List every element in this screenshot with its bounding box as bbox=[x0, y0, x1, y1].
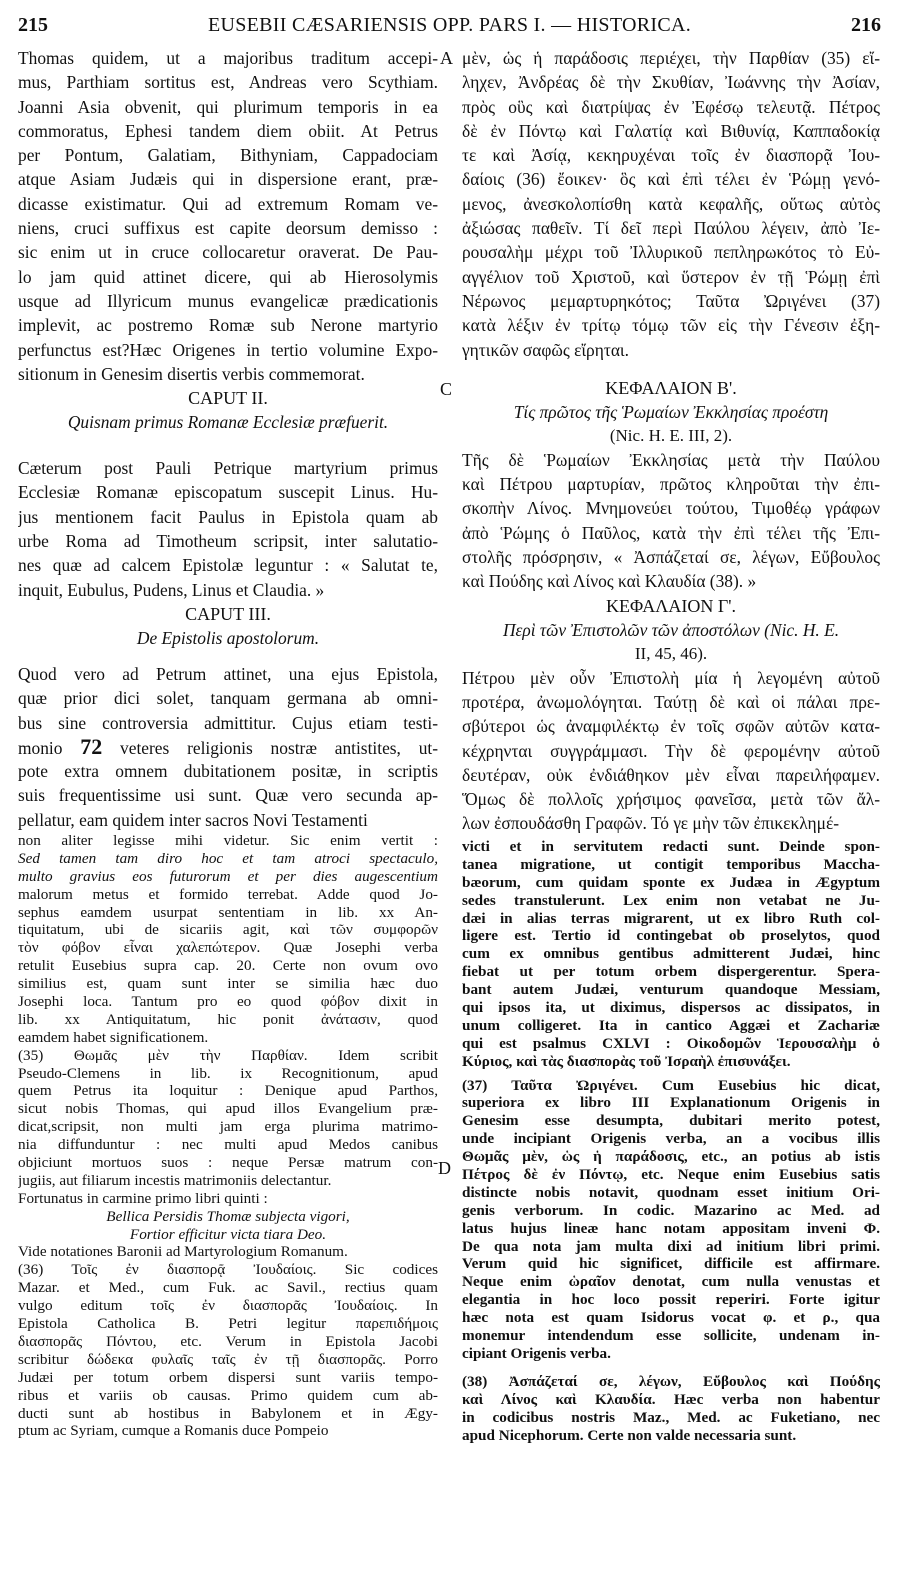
text-line: dæi in alias terras migrarent, ut ex libro Ruth col- bbox=[462, 909, 880, 927]
text-line: cipiant Origenis verba. bbox=[462, 1344, 611, 1362]
text-line: Νέρωνος μεμαρτυρηκότος; Ταῦτα Ὠριγένει (37) bbox=[462, 290, 880, 311]
page-number-right: 216 bbox=[851, 14, 881, 36]
text-line: eamdem habet significationem. bbox=[18, 1028, 209, 1046]
text-line: mus, Parthiam sortitus est, Andreas vero Scythiam. bbox=[18, 72, 438, 93]
margin-marker-a: A bbox=[440, 48, 453, 68]
kefalaion-b-subtitle: Τίς πρῶτος τῆς Ῥωμαίων Ἐκκλησίας προέστη bbox=[513, 401, 829, 422]
caput-3-title: CAPUT III. bbox=[185, 603, 271, 624]
text-line: Πέτρος δὲ ἐν Πόντῳ, etc. Neque enim Eusebius satis bbox=[462, 1166, 880, 1184]
marginal-number: 72 bbox=[80, 734, 103, 759]
right-footnotes-b bbox=[462, 1077, 880, 1363]
text-line: αγγέλιον τοῦ Χριστοῦ, καὶ ὕστερον ἐν τῇ Ῥώμῃ ἐπὶ bbox=[462, 266, 880, 287]
text-line: Ὅμως δὲ πολλοῖς χρήσιμος φανεῖσα, μετὰ τῶν ἄλ- bbox=[462, 789, 880, 810]
text-line: Bellica Persidis Thomæ subjecta vigori, bbox=[106, 1207, 350, 1225]
text-line: latus hujus lineæ hanc notam appositam inveni Φ. bbox=[462, 1219, 880, 1237]
text-line: monio 72 veteres religionis nostræ antistites, ut- bbox=[18, 734, 438, 759]
text-line: qui ipsos ita, ut diximus, dispersos ac dissipatos, in bbox=[462, 999, 880, 1017]
kefalaion-b-title: ΚΕΦΑΛΑΙΟΝ Β'. bbox=[605, 377, 737, 398]
text-line: Verum quid hic significet, difficile est affirmare. bbox=[462, 1255, 880, 1273]
right-footnotes-a bbox=[462, 838, 880, 1071]
text-line: Judæi per totum orbem dispersi sunt variis tempo- bbox=[18, 1368, 438, 1386]
text-line: προτέρα, ἀνωμολόγηται. Ταύτῃ δὲ καὶ οἱ πάλαι πρε- bbox=[462, 691, 880, 712]
greek-text-block-a bbox=[462, 46, 880, 362]
left-footnotes bbox=[18, 832, 438, 1440]
text-line: lib. xx Antiquitatum, hic ponit ἀνάτασιν, quod bbox=[18, 1010, 438, 1028]
text-line: commoratus, Ephesi tandem diem obiit. At Petrus bbox=[18, 120, 438, 141]
text-line: σβύτεροι ὡς ἀναμφιλέκτῳ ἐν τοῖς σφῶν αὐτῶν κατα- bbox=[462, 716, 880, 737]
text-line: καὶ Λίνος καὶ Κλαυδία. Hæc verba non habentur bbox=[462, 1390, 880, 1408]
text-line: niens, cruci suffixus est capite deorsum demisso : bbox=[18, 218, 438, 239]
caput-3-subtitle: De Epistolis apostolorum. bbox=[136, 627, 320, 648]
text-line: bæorum, cum quidam sponte ex Judæa in Ægyptum bbox=[462, 873, 880, 891]
text-line: apud Nicephorum. Certe non valde necessaria sunt. bbox=[462, 1426, 797, 1444]
kefalaion-g-ref: II, 45, 46). bbox=[634, 643, 708, 663]
text-line: (35) Θωμᾶς μὲν τὴν Παρθίαν. Idem scribit bbox=[18, 1046, 438, 1064]
running-header bbox=[14, 14, 885, 40]
text-line: bus sine controversia admittitur. Cujus etiam testi- bbox=[18, 712, 438, 733]
text-line: δὲ ἐν Πόντῳ καὶ Γαλατίᾳ καὶ Βιθυνίᾳ, Καππαδοκίᾳ bbox=[462, 120, 880, 141]
caput-2-title: CAPUT II. bbox=[188, 388, 268, 409]
text-line: in codicibus nostris Maz., Med. ac Fuketiano, nec bbox=[462, 1408, 880, 1426]
margin-marker-d: D bbox=[438, 1158, 451, 1178]
text-line: Fortior efficitur victa tiara Deo. bbox=[129, 1225, 327, 1243]
text-line: πρὸς οὓς καὶ διατρίψας ἐν Ἐφέσῳ τελευτᾷ. Πέτρος bbox=[462, 96, 880, 117]
text-line: κέχρηνται συγγράμμασι. Τὴν δὲ φερομένην αὐτοῦ bbox=[462, 740, 880, 761]
text-line: Sed tamen tam diro hoc et tam atroci spectaculo, bbox=[18, 849, 438, 867]
text-line: τε καὶ Ἀσίᾳ, κεκηρυχέναι τοῖς ἐν διασπορᾷ Ἰου- bbox=[462, 145, 880, 166]
text-line: ἀξιώσας παθεῖν. Τί δεῖ περὶ Παύλου λέγειν, ἀπὸ Ἰε- bbox=[462, 218, 880, 239]
text-line: inquit, Eubulus, Pudens, Linus et Claudia. » bbox=[18, 579, 325, 600]
text-line: malorum metus et formido terrebat. Adde quod Jo- bbox=[18, 885, 438, 903]
text-line: quem Petrus ita loquitur : Denique apud Parthos, bbox=[18, 1082, 438, 1100]
text-line: implevit, ac postremo Romæ sub Nerone martyrio bbox=[18, 315, 438, 336]
text-line: Ecclesiæ Romanæ episcopatum suscepit Linus. Hu- bbox=[18, 482, 438, 503]
text-line: ρουσαλὴμ μέχρι τοῦ Ἰλλυρικοῦ πεπληρωκότος τὸ Εὐ- bbox=[462, 242, 880, 263]
page-number-left: 215 bbox=[18, 14, 48, 36]
text-line: κατὰ λέξιν ἐν τρίτῳ τόμῳ τῶν εἰς τὴν Γένεσιν ἐξη- bbox=[462, 315, 880, 336]
text-line: retulit Eusebius supra cap. 20. Certe non ovum ovo bbox=[18, 957, 438, 975]
text-line: ribus et variis ob causas. Primo quidem cum ab- bbox=[18, 1386, 438, 1404]
greek-text-block-b bbox=[462, 448, 880, 594]
text-line: sedes transtulerunt. Lex enim non vetabat ne Ju- bbox=[462, 891, 880, 909]
text-line: Quod vero ad Petrum attinet, una ejus Epistola, bbox=[18, 663, 438, 684]
text-line: jus mentionem facit Paulus in Epistola quam ab bbox=[18, 506, 438, 527]
text-line: (36) Τοῖς ἐν διασπορᾷ Ἰουδαίοις. Sic codices bbox=[18, 1261, 438, 1279]
text-line: Κύριος, καὶ τὰς διασπορὰς τοῦ Ἰσραὴλ ἐπισυνάξει. bbox=[462, 1052, 791, 1070]
text-line: tiquitatum, ubi de sicariis agit, καὶ τῶν συμφορῶν bbox=[18, 921, 438, 939]
text-line: Joanni Asia obvenit, qui plurimum temporis in ea bbox=[18, 96, 438, 117]
text-line: perfunctus est?Hæc Origenes in tertio volumine Expo- bbox=[18, 339, 438, 360]
text-line: superiora ex libro III Explanationum Origenis in bbox=[462, 1094, 880, 1112]
text-line: δαίοις (36) ἔοικεν· ὃς καὶ ἐπὶ τέλει ἐν Ῥώμῃ γενό- bbox=[462, 169, 880, 190]
text-line: usque ad Illyricum munus evangelicæ prædicationis bbox=[18, 290, 438, 311]
text-line: genis verborum. In codic. Mazarino ac Med. ad bbox=[462, 1201, 880, 1219]
text-line: σκοπὴν Λίνος. Μνημονεύει τούτου, Τιμοθέῳ γράφων bbox=[462, 498, 880, 519]
text-line: cum ex omnibus gentibus admitterent Judæi, hinc bbox=[462, 945, 880, 963]
text-line: bant autem Judæi, venturum quandoque Messiam, bbox=[462, 981, 880, 999]
text-line: urbe Roma ad Timotheum scripsit, inter salutatio- bbox=[18, 531, 438, 552]
text-line: non aliter legisse mihi videtur. Sic enim vertit : bbox=[18, 832, 438, 849]
text-line: jugiis, aut filiarum incestis matrimoniis delectantur. bbox=[18, 1171, 332, 1189]
text-line: monemur intendendum esse sollicite, undenam in- bbox=[462, 1327, 880, 1345]
left-column bbox=[18, 46, 438, 832]
text-line: sic enim ut in cruce collocaretur oraverat. De Pau- bbox=[18, 242, 438, 263]
text-line: dicasse existimatur. Qui ad extremum Romam ve- bbox=[18, 193, 438, 214]
text-line: pote extra omnem dubitationem positæ, in scriptis bbox=[18, 761, 438, 782]
text-line: δευτέραν, οὐκ ἐνδιάθηκον μὲν εἶναι παρειλήφαμεν. bbox=[462, 764, 880, 785]
text-line: unde incipiant Origenis verba, an a vocibus illis bbox=[462, 1130, 880, 1148]
kefalaion-g-subtitle: Περὶ τῶν Ἐπιστολῶν τῶν ἀποστόλων (Nic. H. E. bbox=[502, 619, 840, 640]
text-line: sitionum in Genesim disertis verbis commemorat. bbox=[18, 363, 365, 384]
text-line: λων ἐσπουδάσθη Γραφῶν. Τό γε μὴν τῶν ἐπικεκλημέ- bbox=[462, 813, 840, 834]
text-line: Pseudo-Clemens in lib. ix Recognitionum, apud bbox=[18, 1064, 438, 1082]
text-line: Genesim esse desumpta, dubitari merito potest, bbox=[462, 1112, 880, 1130]
text-line: sephus eamdem usurpat sententiam in lib. xx An- bbox=[18, 903, 438, 921]
latin-text-block-a bbox=[18, 46, 438, 386]
text-line: pellatur, eam quidem inter sacros Novi Testamenti bbox=[18, 809, 368, 830]
text-line: fiebat ut per totum orbem dispergerentur. Spera- bbox=[462, 963, 880, 981]
text-line: Epistola Catholica B. Petri legitur παρεπιδήμοις bbox=[18, 1315, 438, 1333]
text-line: καὶ Πέτρου μαρτυρίαν, πρῶτος κληροῦται τὴν ἐπι- bbox=[462, 474, 880, 495]
text-line: Τῆς δὲ Ῥωμαίων Ἐκκλησίας μετὰ τὴν Παύλου bbox=[462, 449, 880, 470]
text-line: nes quæ ad calcem Epistolæ leguntur : « Salutat te, bbox=[18, 555, 438, 576]
text-line: Θωμᾶς μὲν, ὡς ἡ παράδοσις, etc., an potius ab istis bbox=[462, 1148, 880, 1166]
text-line: Thomas quidem, ut a majoribus traditum accepi- bbox=[18, 48, 438, 68]
text-line: διασπορᾶς Πόντου, etc. Verum in Epistola Jacobi bbox=[18, 1332, 438, 1350]
text-line: quæ prior dici solet, tanquam germana ab omni- bbox=[18, 688, 438, 709]
right-column bbox=[462, 46, 880, 836]
text-line: dicat,scripsit, non multi jam erga plurima matrimo- bbox=[18, 1118, 438, 1136]
text-line: Cæterum post Pauli Petrique martyrium primus bbox=[18, 458, 438, 479]
right-notes bbox=[462, 838, 880, 1444]
latin-text-block-b bbox=[18, 456, 438, 602]
text-line: nia diffunduntur : nec multi apud Medos canibus bbox=[18, 1136, 438, 1154]
text-line: ducti sunt ab hostibus in Babylonem et in Ægy- bbox=[18, 1404, 438, 1422]
text-line: ligere est. Tertio id contingebat ob proselytos, quod bbox=[462, 927, 880, 945]
text-line: unum colligeret. Ita in cantico Aggæi et Zachariæ bbox=[462, 1016, 880, 1034]
text-line: Vide notationes Baronii ad Martyrologium Romanum. bbox=[18, 1243, 348, 1261]
text-line: μενος, ἀνεσκολοπίσθη κατὰ κεφαλῆς, οὕτως αὐτὸς bbox=[462, 193, 880, 214]
kefalaion-b-ref: (Nic. H. E. III, 2). bbox=[609, 425, 733, 445]
text-line: Πέτρου μὲν οὖν Ἐπιστολὴ μία ἡ λεγομένη αὐτοῦ bbox=[462, 667, 880, 688]
text-line: suis frequentissime usi sunt. Quæ vero secunda ap- bbox=[18, 785, 438, 806]
text-line: ptum ac Syriam, cumque a Romanis duce Pompeio bbox=[18, 1422, 329, 1440]
text-line: ἀπὸ Ῥώμης ὁ Παῦλος, κατὰ τὴν ἐπὶ τέλει τῆς Ἐπι- bbox=[462, 522, 880, 543]
text-line: distincte nobis notavit, quodnam esset initium Ori- bbox=[462, 1183, 880, 1201]
text-line: Fortunatus in carmine primo libri quinti : bbox=[18, 1189, 268, 1207]
text-line: hæc nota est quam Isidorus vocat φ. et ρ., qua bbox=[462, 1309, 880, 1327]
text-line: Neque enim ὡραῖον denotat, cum nulla venustas et bbox=[462, 1273, 880, 1291]
running-title: EUSEBII CÆSARIENSIS OPP. PARS I. — HISTORICA. bbox=[207, 14, 692, 36]
text-line: γητικῶν σαφῶς εἴρηται. bbox=[462, 339, 629, 360]
latin-text-block-c bbox=[18, 662, 438, 832]
text-line: στολῆς πρόσρησιν, « Ἀσπάζεταί σε, λέγων, Εὔβουλος bbox=[462, 547, 880, 568]
text-line: sicut nobis Thomas, qui apud illos Evangelium præ- bbox=[18, 1100, 438, 1118]
text-line: similius est, quam sunt inter se similia hæc duo bbox=[18, 975, 438, 993]
text-line: victi et in servitutem redacti sunt. Deinde spon- bbox=[462, 838, 880, 855]
text-line: objiciunt mortuos suos : neque Persæ matrum con- bbox=[18, 1154, 438, 1172]
text-line: vulgo editum τοῖς ἐν διασπορᾶς Ἰουδαίοις. In bbox=[18, 1297, 438, 1315]
text-line: (37) Ταῦτα Ὠριγένει. Cum Eusebius hic dicat, bbox=[462, 1076, 880, 1094]
text-line: multo gravius eos futurorum et per dies augescentium bbox=[18, 867, 438, 885]
greek-text-block-c bbox=[462, 666, 880, 836]
text-line: μὲν, ὡς ἡ παράδοσις περιέχει, τὴν Παρθίαν (35) εἴ- bbox=[462, 48, 880, 68]
text-line: atque Asiam Judæis qui in dispersione erant, præ- bbox=[18, 169, 438, 190]
left-notes bbox=[18, 832, 438, 1440]
right-footnotes-c bbox=[462, 1373, 880, 1445]
text-line: lo jam quid attinet dicere, qui ab Hierosolymis bbox=[18, 266, 438, 287]
text-line: scribitur δώδεκα φυλαῖς ταῖς ἐν τῇ διασπορᾶς. Porro bbox=[18, 1350, 438, 1368]
text-line: qui est psalmus CXLVI : Οἰκοδομῶν Ἱερουσαλὴμ ὁ bbox=[462, 1034, 880, 1052]
text-line: per Pontum, Galatiam, Bithyniam, Cappadociam bbox=[18, 145, 438, 166]
text-line: De qua nota jam multa dixi ad initium libri primi. bbox=[462, 1237, 880, 1255]
text-line: τὸν φόβον εἶναι χαλεπώτερον. Quæ Josephi verba bbox=[18, 939, 438, 957]
margin-marker-c: C bbox=[440, 379, 453, 399]
text-line: Mazar. et Med., cum Fuk. ac Savil., rectius quam bbox=[18, 1279, 438, 1297]
text-line: (38) Ἀσπάζεταί σε, λέγων, Εὔβουλος καὶ Πούδης bbox=[462, 1372, 880, 1390]
text-line: ληχεν, Ἀνδρέας δὲ τὴν Σκυθίαν, Ἰωάννης τὴν Ἀσίαν, bbox=[462, 72, 880, 93]
caput-2-subtitle: Quisnam primus Romanæ Ecclesiæ præfuerit. bbox=[67, 412, 389, 433]
text-line: Josephi loca. Tantum pro eo quod φόβον dixit in bbox=[18, 993, 438, 1011]
kefalaion-g-title: ΚΕΦΑΛΑΙΟΝ Γ'. bbox=[606, 595, 736, 616]
text-line: elegantia in hoc loco possit reperiri. Forte igitur bbox=[462, 1291, 880, 1309]
text-line: καὶ Πούδης καὶ Λίνος καὶ Κλαυδία (38). » bbox=[462, 571, 757, 592]
text-line: tanea migratione, ut contigit temporibus Maccha- bbox=[462, 855, 880, 873]
